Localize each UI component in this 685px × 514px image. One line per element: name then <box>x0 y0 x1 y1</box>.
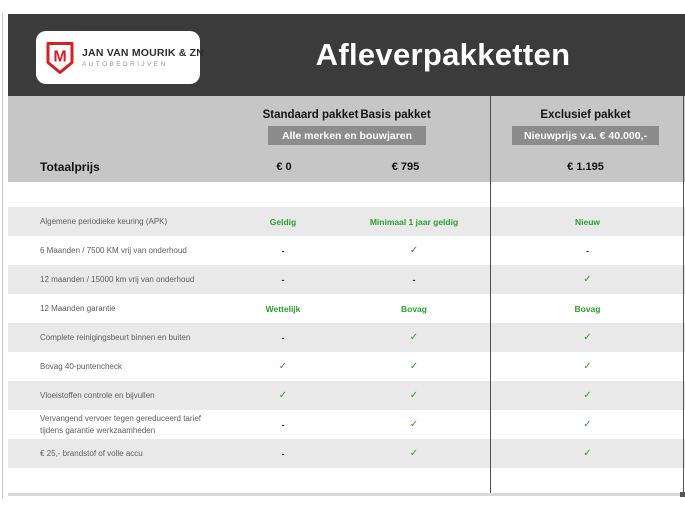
cell-exclusief: ✓ <box>583 274 592 285</box>
cell-standaard: ✓ <box>278 390 288 401</box>
cell-basis: Minimaal 1 jaar geldig <box>369 216 459 227</box>
cell-standaard: - <box>281 448 285 459</box>
table-row <box>8 236 685 265</box>
feature-label: Vervangend vervoer tegen gereduceerd tarief tijdens garantie werkzaamheden <box>40 413 201 435</box>
cell-exclusief: ✓ <box>583 332 592 343</box>
shared-scope-badge: Alle merken en bouwjaren <box>268 126 426 145</box>
cell-standaard: Wettelijk <box>265 303 301 314</box>
page-title: Afleverpakketten <box>315 37 571 72</box>
brand-tagline: AUTOBEDRIJVEN <box>82 61 168 68</box>
cell-exclusief: Bovag <box>574 303 601 314</box>
table-row <box>8 410 685 439</box>
cell-standaard: - <box>281 245 285 256</box>
table-row <box>8 381 685 410</box>
cell-exclusief: ✓ <box>583 419 592 430</box>
table-row <box>8 294 685 323</box>
package-header-band <box>8 96 685 182</box>
feature-label: Complete reinigingsbeurt binnen en buiten <box>40 332 191 342</box>
table-row <box>8 265 685 294</box>
table-row <box>8 352 685 381</box>
cell-basis: ✓ <box>409 245 419 256</box>
brand-shield-icon <box>45 41 75 75</box>
feature-label: 12 Maanden garantie <box>40 303 116 313</box>
brand-logo <box>36 31 205 84</box>
feature-label: 12 maanden / 15000 km vrij van onderhoud <box>40 274 195 284</box>
brand-name: JAN VAN MOURIK & ZN <box>82 47 205 59</box>
feature-label: Vloeistoffen controle en bijvullen <box>40 390 155 400</box>
exclusief-scope-badge: Nieuwprijs v.a. € 40.000,- <box>512 126 659 145</box>
feature-label: 6 Maanden / 7500 KM vrij van onderhoud <box>40 245 187 255</box>
total-price-standaard: € 0 <box>276 161 292 173</box>
column-header-basis: Basis pakket <box>360 109 431 121</box>
table-bottom-right-tick <box>680 492 685 497</box>
cell-exclusief: - <box>586 245 589 256</box>
column-header-standaard: Standaard pakket <box>262 109 359 121</box>
table-right-border <box>683 96 684 496</box>
table-row <box>8 323 685 352</box>
cell-basis: ✓ <box>409 361 419 372</box>
table-rows <box>8 207 685 468</box>
feature-label: € 25,- brandstof of volle accu <box>40 448 143 458</box>
page-edge-line <box>2 12 3 498</box>
table-bottom-bar <box>8 493 685 496</box>
cell-standaard: - <box>281 419 285 430</box>
cell-standaard: Geldig <box>269 216 297 227</box>
cell-exclusief: ✓ <box>583 361 592 372</box>
total-price-basis: € 795 <box>391 161 420 173</box>
table-row <box>8 439 685 468</box>
feature-label: Bovag 40-puntencheck <box>40 361 122 371</box>
column-header-exclusief: Exclusief pakket <box>540 109 631 121</box>
brand-monogram: M <box>53 48 67 65</box>
cell-basis: ✓ <box>409 332 419 343</box>
column-divider-line <box>490 96 491 496</box>
cell-exclusief: Nieuw <box>574 216 601 227</box>
cell-basis: ✓ <box>409 448 419 459</box>
brand-text <box>82 47 204 68</box>
table-row <box>8 207 685 236</box>
cell-exclusief: ✓ <box>583 448 592 459</box>
header <box>8 14 685 96</box>
cell-exclusief: ✓ <box>583 390 592 401</box>
cell-basis: ✓ <box>409 419 419 430</box>
cell-basis: - <box>412 274 416 285</box>
total-price-label: Totaalprijs <box>40 160 100 174</box>
cell-standaard: ✓ <box>278 361 288 372</box>
total-price-exclusief: € 1.195 <box>567 161 604 173</box>
cell-basis: ✓ <box>409 390 419 401</box>
cell-basis: Bovag <box>401 303 427 314</box>
cell-standaard: - <box>281 332 285 343</box>
feature-label: Algemene periodieke keuring (APK) <box>40 216 168 226</box>
cell-standaard: - <box>281 274 285 285</box>
